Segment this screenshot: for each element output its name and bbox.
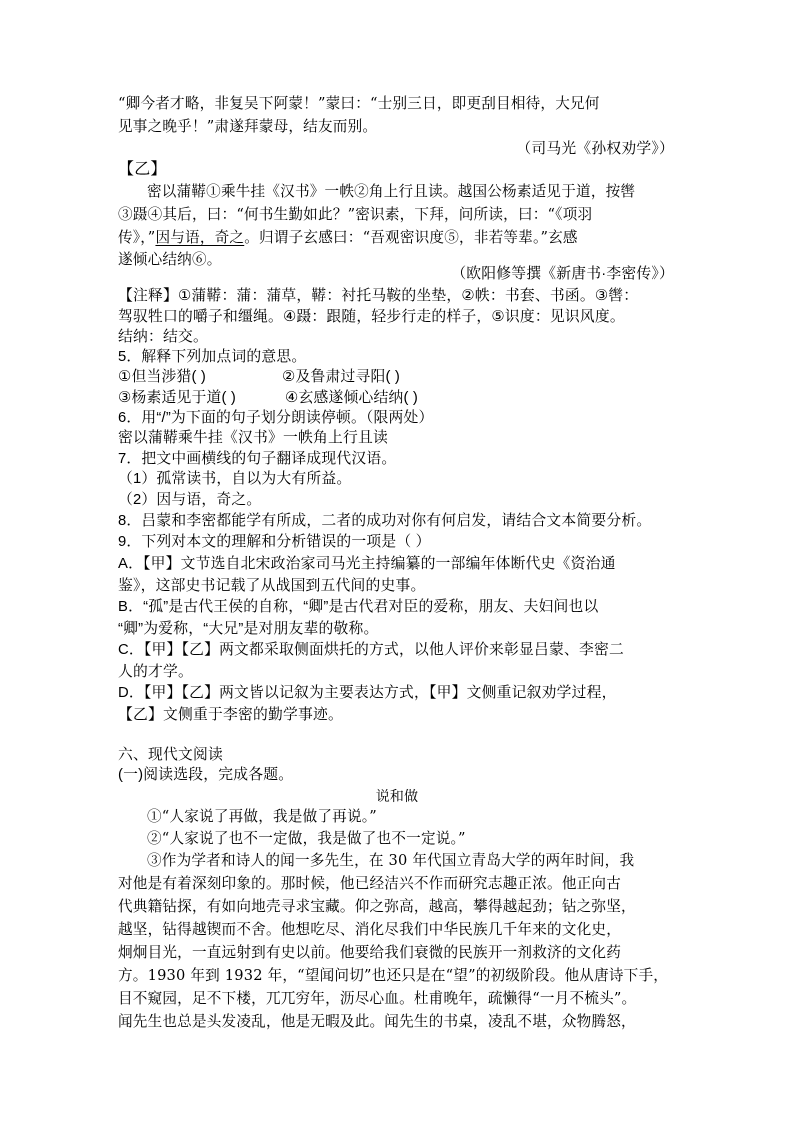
passage-line: 闻先生也总是头发凌乱，他是无暇及此。闻先生的书桌，凌乱不堪，众物腾怒， bbox=[118, 1013, 636, 1030]
jia-source: （司马光《孙权劝学》） bbox=[516, 141, 674, 157]
section-heading: 六、现代文阅读 bbox=[118, 747, 223, 763]
question-7-item: （1）孤常读书，自以为大有所益。 bbox=[118, 471, 352, 487]
passage-line: 代典籍钻探，有如向地壳寻求宝藏。仰之弥高，越高，攀得越起劲；钻之弥坚， bbox=[118, 898, 636, 915]
yi-heading: 【乙】 bbox=[118, 161, 167, 178]
jia-text-line: “卿今者才略，非复吴下阿蒙！”蒙曰：“士别三日，即更刮目相待，大兄何 bbox=[118, 95, 600, 112]
notes-line: 结纳：结交。 bbox=[118, 329, 208, 345]
passage-line: 目不窥园，足不下楼，兀兀穷年，沥尽心血。杜甫晚年，疏懒得“一月不梳头”。 bbox=[118, 990, 637, 1007]
yi-text-line bbox=[118, 228, 578, 248]
notes-line: 【注释】①蒲鞯：蒲：蒲草，鞯：衬托马鞍的坐垫，②帙：书套、书函。③辔： bbox=[118, 288, 639, 304]
question-5-item: ②及鲁肃过寻阳( ) bbox=[282, 369, 401, 385]
passage-line: 越坚，钻得越锲而不舍。他想吃尽、消化尽我们中华民族几千年来的文化史， bbox=[118, 921, 621, 938]
yi-text-segment: 。归谓子玄感曰：“吾观密识度⑤，非若等辈。”玄感 bbox=[244, 229, 578, 246]
option-c-cont: 人的才学。 bbox=[118, 664, 193, 680]
yi-text-line: ③蹑④其后，曰：“何书生勤如此？”密识素，下拜，问所读，曰：“《项羽 bbox=[118, 206, 593, 223]
yi-text-line: 密以蒲鞯①乘牛挂《汉书》一帙②角上行且读。越国公杨素适见于道，按辔 bbox=[147, 183, 636, 200]
question-8: 8．吕蒙和李密都能学有所成，二者的成功对你有何启发，请结合文本简要分析。 bbox=[118, 513, 652, 529]
question-6: 6．用“/”为下面的句子划分朗读停顿。（限两处） bbox=[118, 410, 434, 426]
underlined-sentence: 因与语，奇之 bbox=[155, 229, 245, 246]
passage-line: 对他是有着深刻印象的。那时候，他已经洁兴不作而研究志趣正浓。他正向古 bbox=[118, 875, 621, 892]
option-a: A．【甲】文节选自北宋政治家司马光主持编纂的一部编年体断代史《资治通 bbox=[118, 556, 616, 572]
question-5-item: ③杨素适见于道( ) bbox=[118, 390, 237, 406]
question-5-item: ④玄感遂倾心结纳( ) bbox=[285, 390, 419, 406]
question-7: 7．把文中画横线的句子翻译成现代汉语。 bbox=[118, 451, 397, 467]
option-c: C．【甲】【乙】两文都采取侧面烘托的方式，以他人评价来彰显吕蒙、李密二 bbox=[118, 642, 624, 658]
option-a-cont: 鉴》，这部史书记载了从战国到五代间的史事。 bbox=[118, 578, 426, 594]
option-b: B．“孤”是古代王侯的自称，“卿”是古代君对臣的爱称，朋友、夫妇间也以 bbox=[118, 599, 599, 615]
question-5-item: ①但当涉猎( ) bbox=[118, 369, 207, 385]
passage-paragraph: ②“人家说了也不一定做，我是做了也不一定说。” bbox=[147, 830, 466, 847]
question-6-sentence: 密以蒲鞯乘牛挂《汉书》一帙角上行且读 bbox=[118, 430, 388, 446]
yi-text-line: 遂倾心结纳⑥。 bbox=[118, 251, 222, 268]
passage-title: 说和做 bbox=[375, 789, 419, 805]
jia-text-line: 见事之晚乎！”肃遂拜蒙母，结友而别。 bbox=[118, 118, 378, 135]
option-d: D．【甲】【乙】两文皆以记叙为主要表达方式，【甲】文侧重记叙劝学过程， bbox=[118, 685, 617, 701]
yi-source: （欧阳修等撰《新唐书·李密传》） bbox=[451, 266, 674, 282]
yi-text-segment: 传》，” bbox=[118, 229, 156, 246]
passage-line: ③作为学者和诗人的闻一多先生，在 30 年代国立青岛大学的两年时间，我 bbox=[147, 852, 635, 869]
passage-line: 方。1930 年到 1932 年，“望闻问切”也还只是在“望”的初级阶段。他从唐诗下手， bbox=[118, 967, 669, 984]
notes-line: 驾驭牲口的嚼子和缰绳。④蹑：跟随，轻步行走的样子，⑤识度：见识风度。 bbox=[118, 309, 625, 325]
question-5: 5．解释下列加点词的意思。 bbox=[118, 349, 307, 365]
passage-line: 炯炯目光，一直远射到有史以前。他要给我们衰微的民族开一剂救济的文化药 bbox=[118, 944, 621, 961]
question-9: 9．下列对本文的理解和分析错误的一项是（ ） bbox=[118, 534, 431, 550]
question-7-item: （2）因与语，奇之。 bbox=[118, 492, 262, 508]
section-subheading: (一)阅读选段，完成各题。 bbox=[118, 767, 294, 783]
option-d-cont: 【乙】文侧重于李密的勤学事迹。 bbox=[118, 707, 343, 723]
option-b-cont: “卿”为爱称，“大兄”是对朋友辈的敬称。 bbox=[118, 621, 379, 637]
passage-paragraph: ①“人家说了再做，我是做了再说。” bbox=[147, 808, 377, 825]
